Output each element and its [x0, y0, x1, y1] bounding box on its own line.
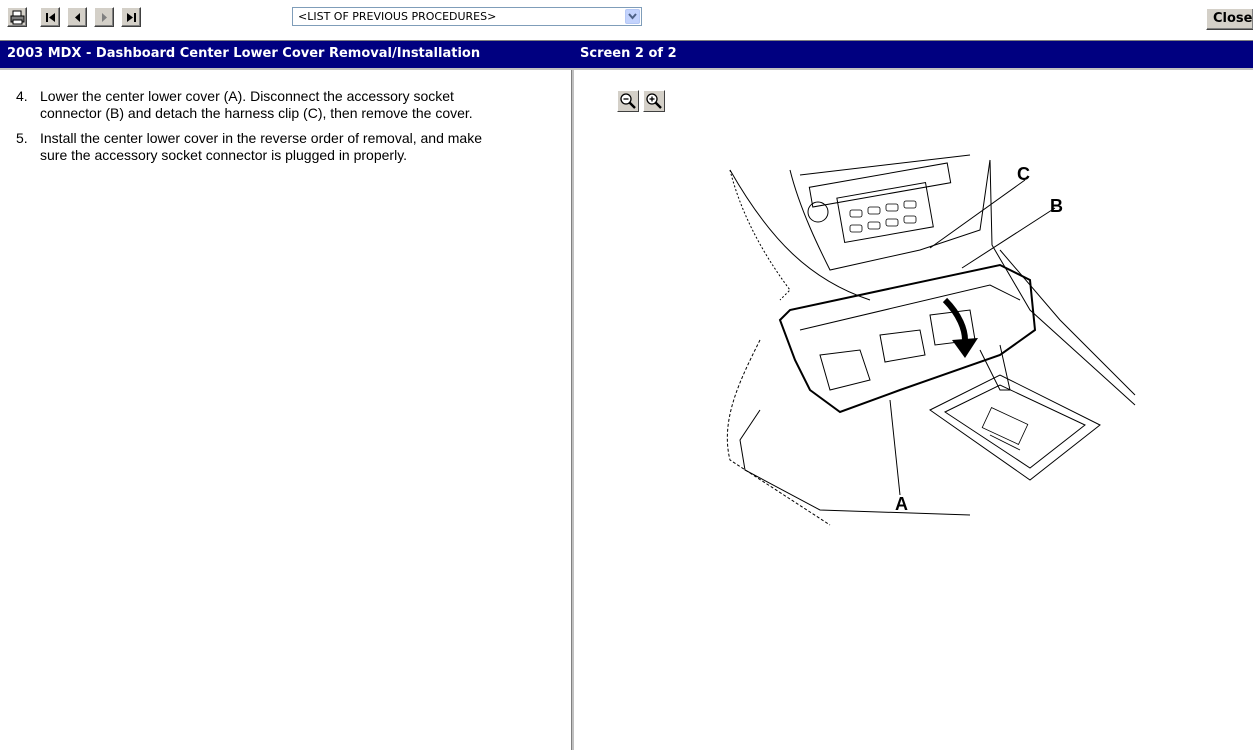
next-page-icon — [95, 8, 115, 28]
step-text: Lower the center lower cover (A). Disconnect the accessory socket connector (B) and detach the harness clip (C), then remove the cover. — [40, 88, 473, 121]
header-underline — [0, 68, 1253, 70]
previous-procedures-select[interactable] — [292, 7, 642, 26]
step-item — [0, 130, 560, 164]
step-item — [0, 88, 560, 122]
procedure-header — [0, 41, 1253, 68]
chevron-down-icon — [626, 10, 639, 23]
zoom-in-button[interactable] — [643, 90, 665, 112]
zoom-in-icon — [644, 91, 664, 111]
callout-c: C — [1017, 164, 1030, 184]
previous-procedures-value: <LIST OF PREVIOUS PROCEDURES> — [298, 10, 497, 23]
procedure-steps — [0, 88, 560, 172]
printer-icon — [8, 8, 28, 28]
callout-a: A — [895, 494, 908, 514]
dashboard-cover-diagram — [700, 150, 1140, 530]
zoom-out-button[interactable] — [617, 90, 639, 112]
next-page-button[interactable] — [94, 7, 114, 27]
zoom-out-icon — [618, 91, 638, 111]
print-button[interactable] — [7, 7, 27, 27]
pane-splitter[interactable] — [571, 70, 574, 750]
last-page-button[interactable] — [121, 7, 141, 27]
step-text: Install the center lower cover in the reverse order of removal, and make sure the accessory socket connector is plugged in properly. — [40, 130, 482, 163]
previous-page-icon — [68, 8, 88, 28]
last-page-icon — [122, 8, 142, 28]
procedure-illustration — [700, 150, 1140, 535]
screen-indicator: Screen 2 of 2 — [580, 46, 677, 61]
toolbar — [0, 0, 1253, 40]
step-number: 5. — [16, 130, 28, 146]
callout-b: B — [1050, 196, 1063, 216]
first-page-icon — [41, 8, 61, 28]
select-dropdown-button[interactable] — [625, 9, 640, 24]
close-button[interactable]: Close — [1206, 8, 1253, 30]
previous-page-button[interactable] — [67, 7, 87, 27]
step-number: 4. — [16, 88, 28, 104]
procedure-title: 2003 MDX - Dashboard Center Lower Cover Removal/Installation — [7, 46, 481, 61]
first-page-button[interactable] — [40, 7, 60, 27]
